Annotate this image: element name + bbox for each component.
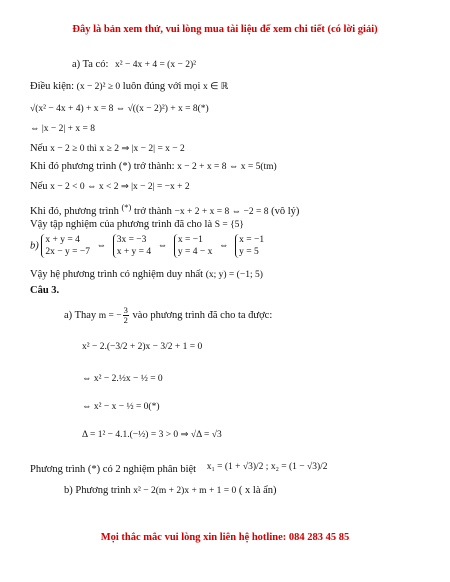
case-2-outcome <box>30 200 299 219</box>
q3-m-value: m = − <box>98 310 122 321</box>
roots-line <box>30 460 328 477</box>
part-b-systems <box>30 234 264 258</box>
q3-part-b-line <box>64 484 277 498</box>
solution-set-line <box>30 218 244 232</box>
case-1-line <box>30 142 185 156</box>
case-2-expression: −x + 2 + x = 8 ⇔ −2 = 8 <box>174 207 269 217</box>
system-2-row-1: 3x = −3 <box>116 235 147 245</box>
system-2-row-2: x + y = 4 <box>116 247 152 257</box>
condition-tail: luôn đúng với mọi <box>122 81 201 92</box>
case-2-star: (*) <box>121 202 132 212</box>
q3-part-a-label: a) Thay <box>64 309 97 321</box>
case-1-condition: x − 2 ≥ 0 thì <box>50 144 97 154</box>
footer-banner: Mọi thắc mắc vui lòng xin liên hệ hotline: 084 283 45 85 <box>100 532 350 543</box>
case-1-outcome-expression: x − 2 + x = 8 ⇔ x = 5(tm) <box>177 162 277 172</box>
condition-line <box>30 80 228 94</box>
part-a-expression: x² − 4x + 4 = (x − 2)² <box>115 60 196 70</box>
solution-set-text: Vậy tập nghiệm của phương trình đã cho là <box>30 219 213 230</box>
q3-part-b-note: ( x là ẩn) <box>238 485 277 496</box>
system-3-row-1: x = −1 <box>177 235 203 245</box>
q3-part-a-text: vào phương trình đã cho ta được: <box>132 309 273 321</box>
iff-symbol: ⇔ <box>96 241 107 252</box>
condition-label: Điều kiện: <box>30 81 75 92</box>
unique-solution-line <box>30 268 263 282</box>
equation-1: √(x² − 4x + 4) + x = 8 ⇔ √((x − 2)²) + x = 8(*) <box>30 104 209 114</box>
header-banner: Đây là bản xem thử, vui lòng mua tài liệu để xem chi tiết (có lời giải) <box>72 24 378 35</box>
equation-2: ⇔ |x − 2| + x = 8 <box>30 124 96 134</box>
unique-solution-text: Vậy hệ phương trình có nghiệm duy nhất <box>30 269 204 280</box>
part-a-label: a) Ta có: <box>72 59 109 70</box>
part-a-line <box>72 58 196 72</box>
case-2-outcome-text: Khi đó, phương trình <box>30 206 119 217</box>
q3-part-a-line <box>64 306 272 325</box>
roots-text: Phương trình (*) có 2 nghiệm phân biệt <box>30 464 197 475</box>
case-2-contradiction: (vô lý) <box>271 206 300 217</box>
system-2 <box>113 234 151 258</box>
system-1-row-2: 2x − y = −7 <box>45 247 90 257</box>
case-1-if: Nếu <box>30 143 48 154</box>
fraction-numerator: 3 <box>123 305 128 315</box>
case-1-result: x ≥ 2 ⇒ |x − 2| = x − 2 <box>99 144 185 154</box>
question-3-heading: Câu 3. <box>30 285 60 296</box>
solution-set-value: S = {5} <box>214 220 244 230</box>
case-2-condition: x − 2 < 0 ⇔ x < 2 ⇒ |x − 2| = −x + 2 <box>50 182 190 192</box>
case-1-outcome-text: Khi đó phương trình (*) trở thành: <box>30 161 175 172</box>
part-b-label: b) <box>30 240 39 252</box>
q3-m-fraction <box>123 306 129 325</box>
q3-discriminant: Δ = 1² − 4.1.(−½) = 3 > 0 ⇒ √Δ = √3 <box>82 430 222 440</box>
system-4 <box>235 234 264 258</box>
fraction-denominator: 2 <box>123 315 128 325</box>
system-4-row-2: y = 5 <box>239 247 259 257</box>
q3-equation-1: x² − 2.(−3/2 + 2)x − 3/2 + 1 = 0 <box>82 342 203 352</box>
case-1-outcome <box>30 160 277 174</box>
case-2-if: Nếu <box>30 181 48 192</box>
condition-expression: (x − 2)² ≥ 0 <box>76 82 121 92</box>
q3-part-b-label: b) Phương trình <box>64 485 131 496</box>
case-2-line <box>30 180 190 194</box>
system-4-row-1: x = −1 <box>239 235 265 245</box>
iff-symbol: ⇔ <box>219 241 229 252</box>
system-3 <box>174 234 212 258</box>
q3-equation-2: ⇔ x² − 2.½x − ½ = 0 <box>82 374 163 384</box>
roots-values: x₁ = (1 + √3)/2 ; x₂ = (1 − √3)/2 <box>206 462 328 472</box>
q3-equation-3: ⇔ x² − x − ½ = 0(*) <box>82 402 160 412</box>
system-1 <box>41 234 90 258</box>
unique-solution-value: (x; y) = (−1; 5) <box>205 270 263 280</box>
iff-symbol: ⇔ <box>157 241 168 252</box>
system-3-row-2: y = 4 − x <box>177 247 213 257</box>
system-1-row-1: x + y = 4 <box>45 235 80 245</box>
case-2-becomes: trở thành <box>134 206 172 217</box>
condition-set: x ∈ ℝ <box>203 82 229 92</box>
q3-part-b-equation: x² − 2(m + 2)x + m + 1 = 0 <box>133 486 237 496</box>
